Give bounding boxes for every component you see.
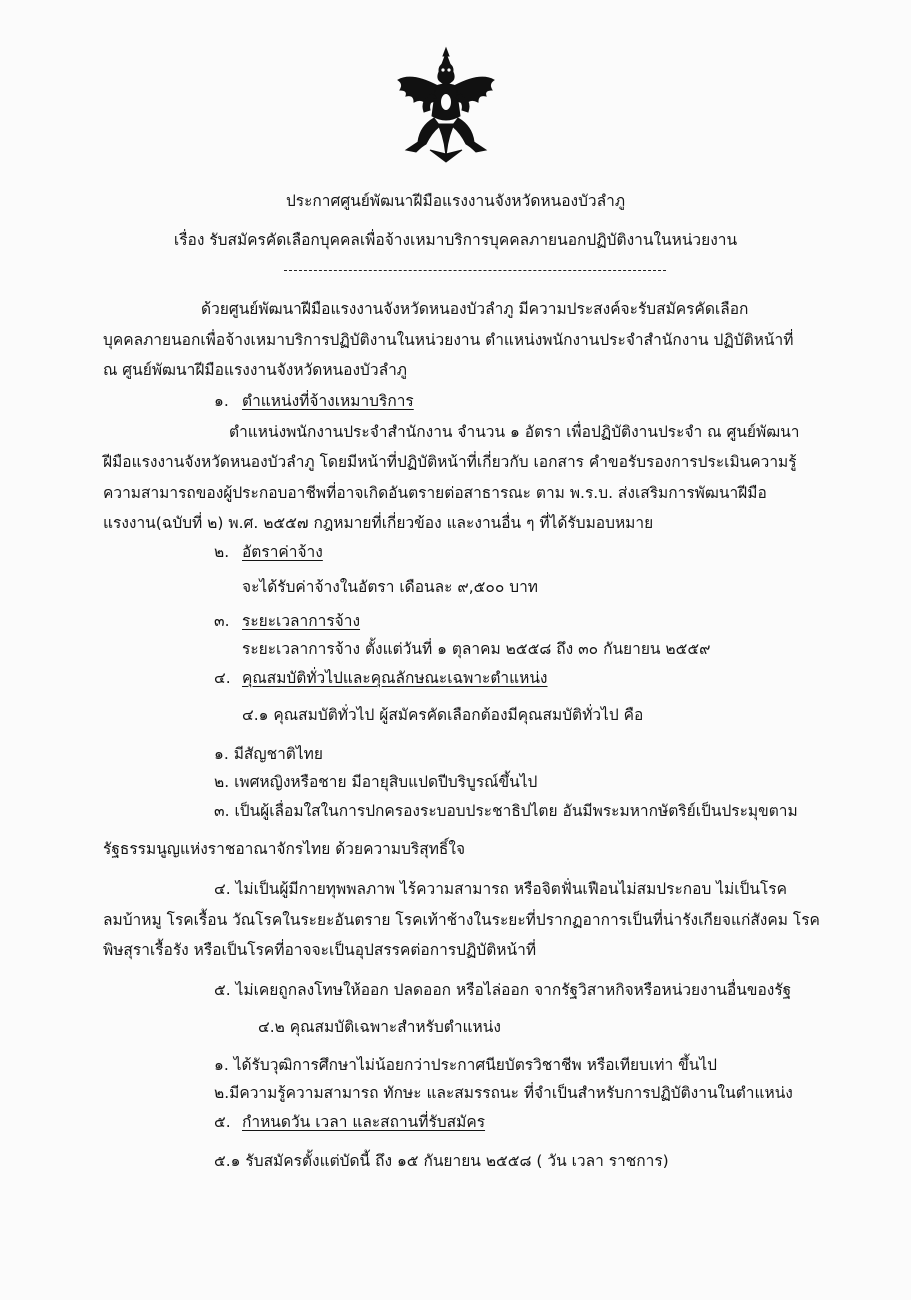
section-2-body: จะได้รับค่าจ้างในอัตรา เดือนละ ๙,๕๐๐ บาท <box>242 578 538 596</box>
section-1-number: ๑. <box>214 392 229 410</box>
section-4-number: ๔. <box>214 669 231 687</box>
title-divider <box>284 270 666 271</box>
garuda-emblem-icon <box>392 46 500 164</box>
section-1-body-3: ความสามารถของผู้ประกอบอาชีพที่อาจเกิดอันตรายต่อสาธารณะ ตาม พ.ร.บ. ส่งเสริมการพัฒนาฝีมือ <box>103 484 767 502</box>
qualification-item-4-cont-1: ลมบ้าหมู โรคเรื้อน วัณโรคในระยะอันตราย โรคเท้าช้างในระยะที่ปรากฏอาการเป็นที่น่ารังเกียจแก่สังคม โรค <box>103 911 820 929</box>
title-line-1: ประกาศศูนย์พัฒนาฝีมือแรงงานจังหวัดหนองบัวลำภู <box>285 192 626 210</box>
section-2-number: ๒. <box>214 543 230 561</box>
title-line-2: เรื่อง รับสมัครคัดเลือกบุคคลเพื่อจ้างเหมาบริการบุคคลภายนอกปฏิบัติงานในหน่วยงาน <box>173 231 738 249</box>
section-1-body-2: ฝีมือแรงงานจังหวัดหนองบัวลำภู โดยมีหน้าที่ปฏิบัติหน้าที่เกี่ยวกับ เอกสาร คำขอรับรองการประเมินความรู้ <box>103 453 797 471</box>
qualification-item-3: ๓. เป็นผู้เลื่อมใสในการปกครองระบอบประชาธิปไตย อันมีพระมหากษัตริย์เป็นประมุขตาม <box>214 802 798 820</box>
qualification-item-2: ๒. เพศหญิงหรือชาย มีอายุสิบแปดปีบริบูรณ์ขึ้นไป <box>214 773 538 791</box>
section-3-body: ระยะเวลาการจ้าง ตั้งแต่วันที่ ๑ ตุลาคม ๒๕๕๘ ถึง ๓๐ กันยายน ๒๕๕๙ <box>242 640 711 658</box>
section-1-heading: ตำแหน่งที่จ้างเหมาบริการ <box>242 392 414 410</box>
qualification-item-4: ๔. ไม่เป็นผู้มีกายทุพพลภาพ ไร้ความสามารถ หรือจิตฟั่นเฟือนไม่สมประกอบ ไม่เป็นโรค <box>214 880 788 898</box>
qualification-item-1: ๑. มีสัญชาติไทย <box>214 745 323 763</box>
section-4-sub-1: ๔.๑ คุณสมบัติทั่วไป ผู้สมัครคัดเลือกต้องมีคุณสมบัติทั่วไป คือ <box>242 706 644 724</box>
intro-line-1: ด้วยศูนย์พัฒนาฝีมือแรงงานจังหวัดหนองบัวลำภู มีความประสงค์จะรับสมัครคัดเลือก <box>201 300 749 318</box>
section-3-number: ๓. <box>214 612 230 630</box>
section-5-number: ๕. <box>214 1113 231 1131</box>
section-3-heading: ระยะเวลาการจ้าง <box>242 612 361 630</box>
qualification-item-5: ๕. ไม่เคยถูกลงโทษให้ออก ปลดออก หรือไล่ออก จากรัฐวิสาหกิจหรือหน่วยงานอื่นของรัฐ <box>214 981 792 999</box>
section-1-body-4: แรงงาน(ฉบับที่ ๒) พ.ศ. ๒๕๕๗ กฎหมายที่เกี่ยวข้อง และงานอื่น ๆ ที่ได้รับมอบหมาย <box>103 514 654 532</box>
specific-qualification-2: ๒.มีความรู้ความสามารถ ทักษะ และสมรรถนะ ที่จำเป็นสำหรับการปฏิบัติงานในตำแหน่ง <box>214 1084 793 1102</box>
intro-line-2: บุคคลภายนอกเพื่อจ้างเหมาบริการปฏิบัติงานในหน่วยงาน ตำแหน่งพนักงานประจำสำนักงาน ปฏิบัติหน้าที่ <box>103 331 794 349</box>
intro-line-3: ณ ศูนย์พัฒนาฝีมือแรงงานจังหวัดหนองบัวลำภู <box>103 361 407 379</box>
qualification-item-3-cont: รัฐธรรมนูญแห่งราชอาณาจักรไทย ด้วยความบริสุทธิ์ใจ <box>103 840 466 858</box>
qualification-item-4-cont-2: พิษสุราเรื้อรัง หรือเป็นโรคที่อาจจะเป็นอุปสรรคต่อการปฏิบัติหน้าที่ <box>103 941 537 959</box>
section-1-body-1: ตำแหน่งพนักงานประจำสำนักงาน จำนวน ๑ อัตรา เพื่อปฏิบัติงานประจำ ณ ศูนย์พัฒนา <box>229 423 800 441</box>
section-4-sub-2: ๔.๒ คุณสมบัติเฉพาะสำหรับตำแหน่ง <box>258 1018 501 1036</box>
section-2-heading: อัตราค่าจ้าง <box>242 543 323 561</box>
specific-qualification-1: ๑. ได้รับวุฒิการศึกษาไม่น้อยกว่าประกาศนียบัตรวิชาชีพ หรือเทียบเท่า ขึ้นไป <box>214 1056 717 1074</box>
section-4-heading: คุณสมบัติทั่วไปและคุณลักษณะเฉพาะตำแหน่ง <box>242 669 548 687</box>
section-5-sub-1: ๕.๑ รับสมัครตั้งแต่บัดนี้ ถึง ๑๕ กันยายน ๒๕๕๘ ( วัน เวลา ราชการ) <box>214 1152 669 1170</box>
section-5-heading: กำหนดวัน เวลา และสถานที่รับสมัคร <box>242 1113 486 1131</box>
